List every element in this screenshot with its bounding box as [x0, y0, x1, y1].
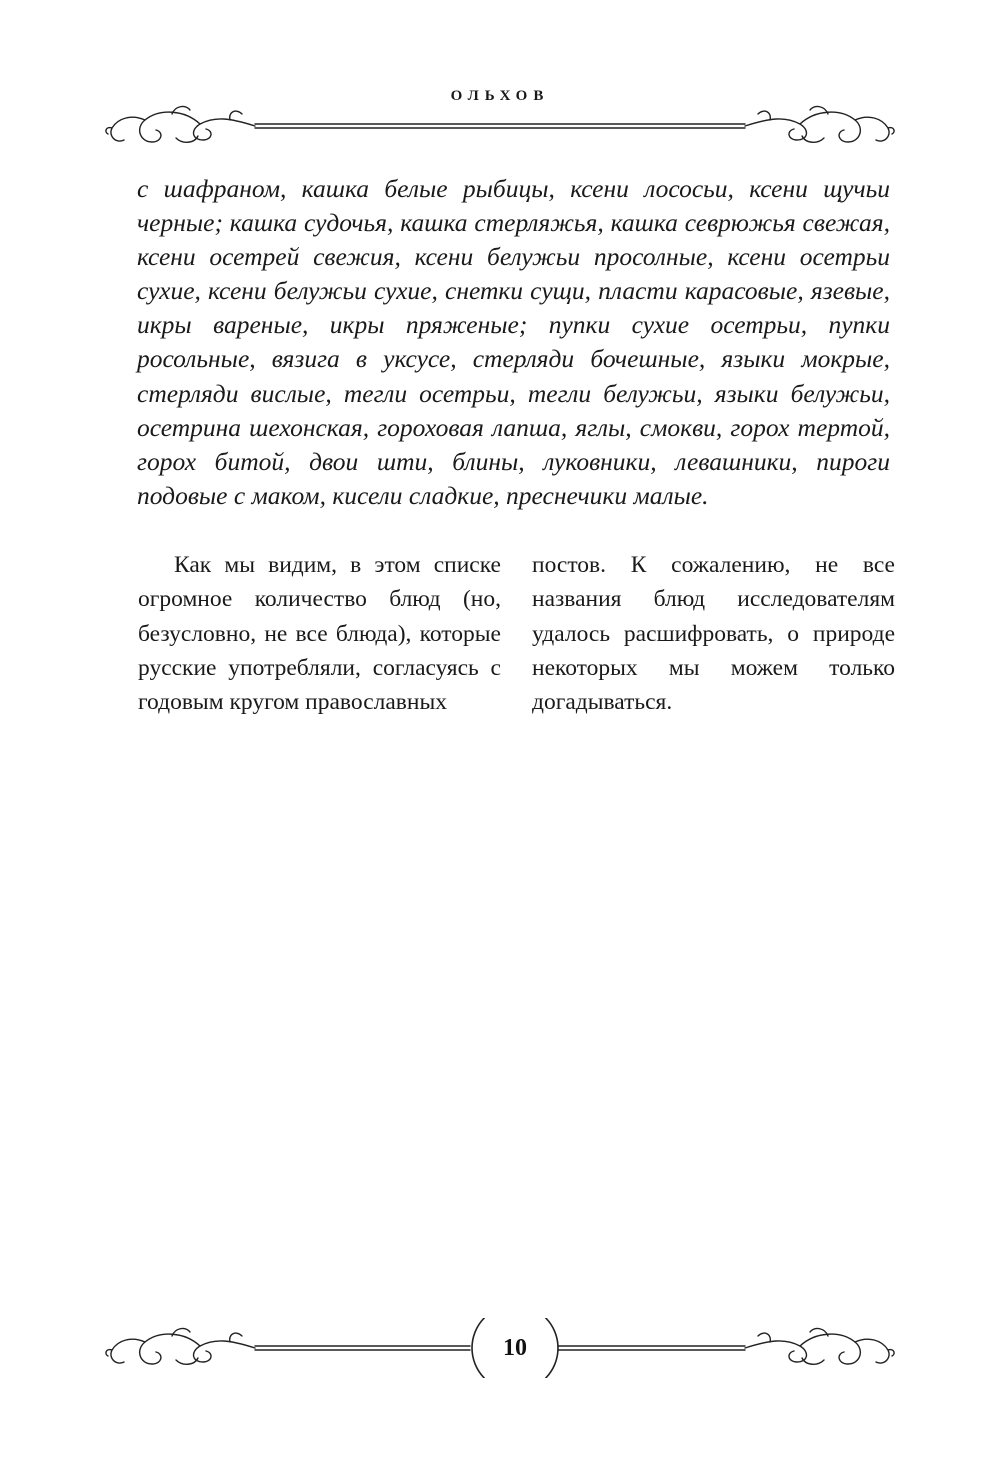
ornament-divider-top [0, 98, 1000, 158]
running-title: ОЛЬХОВ [450, 88, 550, 104]
menu-quote: с шафраном, кашка белые рыбицы, ксени лососьи, ксени щучьи черные; кашка судочья, кашка стерляжья, кашка севрюжья свежая, ксени осетрей свежия, ксени белужьи просолные, ксени осетрьи сухие, ксени белужьи сухие, снетки сущи, пласти карасовые, язевые, икры вареные, икры пряженые; пупки сухие осетрьи, пупки росольные, вязига в уксусе, стерляди бочешные, языки мокрые, стерляди вислые, тегли осетрьи, тегли белужьи, языки белужьи, осетрина шехонская, гороховая лапша, яглы, смокви, горох тертой, горох битой, двои шти, блины, луковники, левашники, пироги подовые с маком, кисели сладкие, преснечики малые. [137, 174, 890, 510]
page-number: 10 [503, 1334, 527, 1361]
body-column-right: постов. К сожалению, не все названия блюд исследователям удалось расшифровать, о природе некоторых мы можем только догадываться. [532, 552, 895, 716]
body-column-left: Как мы видим, в этом списке огромное количество блюд (но, безусловно, не все блюда), которые русские употребляли, согласуясь с годовым кругом православных [138, 552, 501, 716]
